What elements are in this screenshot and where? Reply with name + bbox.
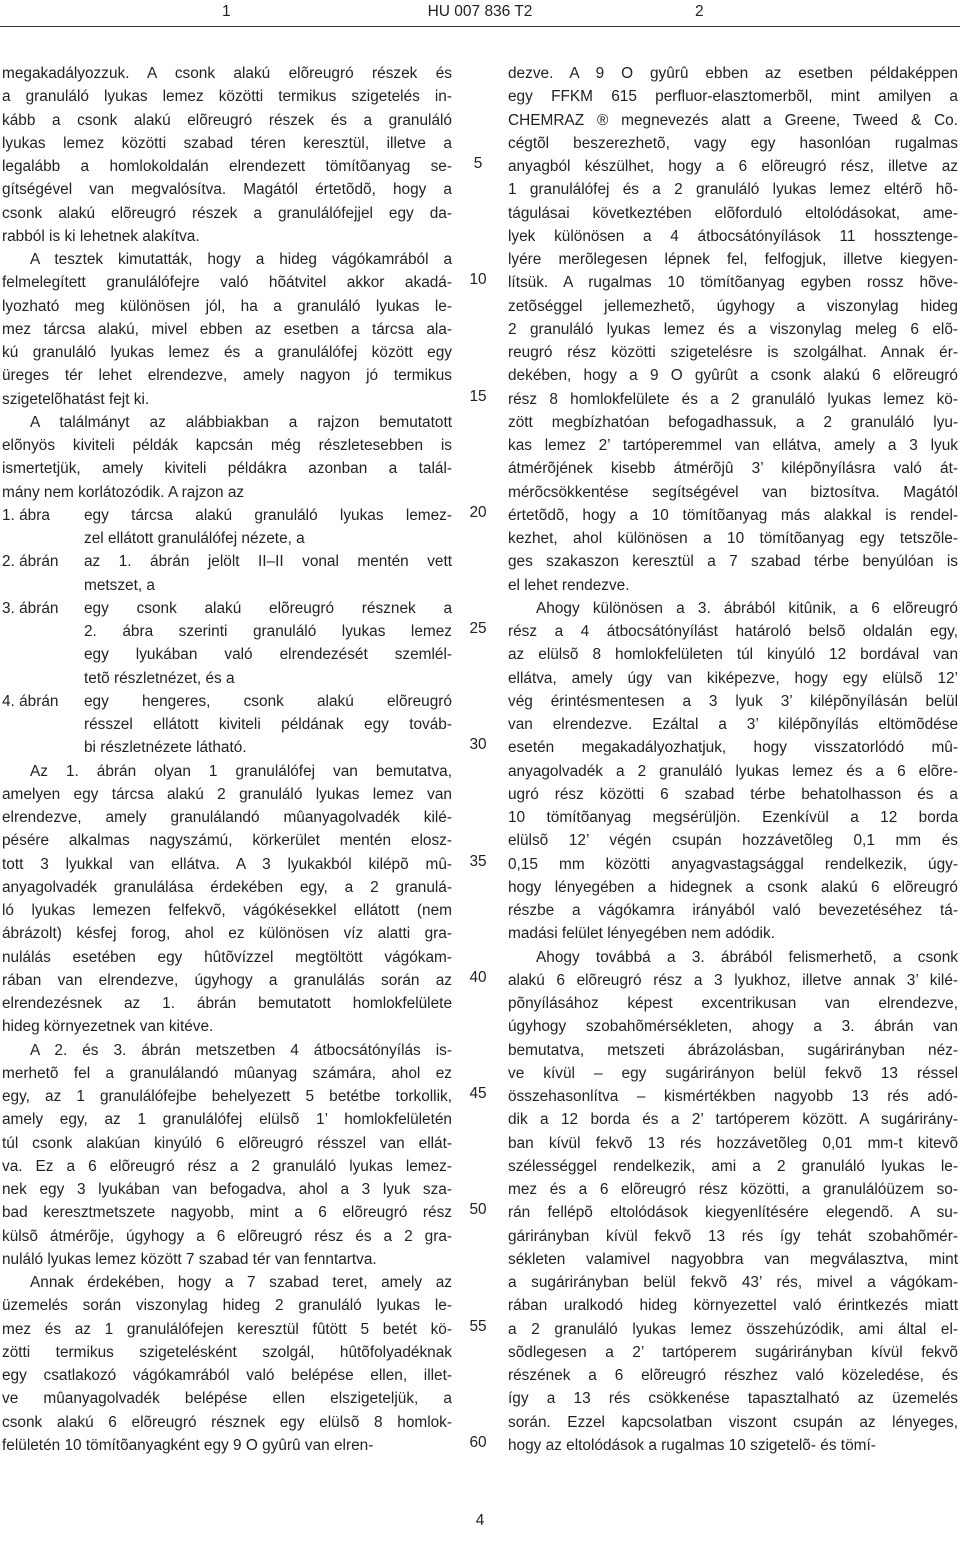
text-line: ló lyukas lemezen felfekvõ, vágókésekkel ellátott (nem [2,902,452,919]
text-line: nulálás esetében egy hûtõvízzel megtöltött vágókam- [2,948,452,966]
text-line: ismertetjük, amely kiviteli példákra azonban a talál- [2,460,452,478]
text-line: így a 13 rés csökkenése tapasztalható az üzemelés [508,1390,958,1408]
text-line: elõnyös kiviteli példák kapcsán még részletesebben is [2,437,452,454]
text-line: 10 tömítõanyag megsérüljön. Ezenkívül a 12 borda [508,809,958,826]
text-line: ábrázolt) késfej forog, ahol ez különösen víz alatti gra- [2,925,452,943]
text-line: amely egy, az 1 granulálófej elülsõ 1’ homlokfelületén [2,1111,452,1129]
figure-description: 2. ábra szerinti granuláló lyukas lemez [84,623,452,640]
text-line: felületén 10 tömítõanyagként egy 9 O gyûrû van elren- [2,1436,374,1454]
text-line: Az 1. ábrán olyan 1 granulálófej van bemutatva, [30,762,452,780]
text-line: gítségével van megvalósítva. Magától értetõdõ, hogy a [2,181,452,199]
text-line: megakadályozzuk. A csonk alakú elõreugró részek és [2,65,452,82]
text-line: csonk alakú elõreugró részek a granulálófejjel egy da- [2,204,452,222]
figure-list-item [2,620,452,643]
text-line: részbe a vágókamra irányából való bevezetéséhez tá- [508,902,958,919]
text-line: dezve. A 9 O gyûrû ebben az esetben példaképpen [508,65,958,82]
line-number: 20 [469,503,487,521]
figure-label: 1. ábra [2,506,50,524]
text-line: mez és a 6 elõreugró rész közötti, a granulálóüzem so- [508,1181,958,1198]
text-line: a 2 granuláló lyukas lemez összehúzódik, ami által el- [508,1320,958,1338]
text-line: 2 granuláló lyukas lemez és a viszonylag meleg 6 elõ- [508,320,958,338]
text-line: reugró rész közötti szigetelésre is szolgálhat. Annak ér- [508,344,958,361]
text-line: legalább a homlokoldalán elrendezett tömítõanyag se- [2,158,452,175]
text-line: Annak érdekében, hogy a 7 szabad teret, amely az [30,1274,452,1291]
text-line: túl csonk alakúan kinyúló 6 elõreugró résszel van ellát- [2,1134,452,1152]
header-page-right: 2 [695,3,704,20]
figure-list-item [2,736,452,759]
line-number: 45 [469,1085,487,1102]
text-line: szélességgel rendelkezik, ami a 2 granuláló lyukas le- [508,1157,958,1175]
line-number: 60 [469,1433,487,1451]
figure-description: az 1. ábrán jelölt II–II vonal mentén vett [84,553,452,571]
text-line: egy csatlakozó vágókamrából való belépése ellen, illet- [2,1367,452,1384]
text-line: sõdlegesen a 2’ tartóperem sugárirányban kívül fekvõ [508,1343,958,1361]
figure-label: 4. ábrán [2,692,59,710]
text-line: lítsük. A rugalmas 10 tömítõanyag egyben rossz hõve- [508,274,958,292]
text-line: ve mûanyagolvadék belépése ellen elszigeteljük, a [2,1390,452,1408]
text-line: ban kívül fekvõ 13 rés hozzávetõleg 0,01 mm-t kitevõ [508,1134,958,1152]
line-number: 30 [469,736,487,754]
figure-list-item [2,527,452,550]
figure-list-item [2,713,452,736]
text-line: zötti termikus szigetelésként szolgál, hûtõfolyadéknak [2,1343,452,1361]
text-line: sékleten valamivel nagyobbra van megválasztva, mint [508,1250,958,1268]
text-line: cégtõl beszerezhetõ, vagy egy hasonlóan rugalmas [508,134,958,152]
text-line: elrendezve, amely granulálandó mûanyagolvadék kilé- [2,809,452,826]
figure-label [2,527,84,550]
text-line: csonk alakú 6 elõreugró résznek egy elülsõ 8 homlok- [2,1413,452,1431]
text-line: ugró rész közötti 6 szabad térbe behatolhasson és a [508,785,958,803]
text-line: merhetõ fel a granulálandó mûanyag számára, ahol ez [2,1064,452,1082]
text-line: rabból is ki lehetnek alakítva. [2,227,200,245]
figure-description: egy hengeres, csonk alakú elõreugró [84,692,452,710]
line-number: 55 [469,1317,487,1335]
figure-label [2,643,84,666]
text-line: dik a 12 borda és a 2’ tartóperem között. A sugárirány- [508,1111,958,1129]
text-line: kezhet, ahol különösen a 10 tömítõanyag egy tetszõle- [508,530,958,547]
text-line: dekében, hogy a 9 O gyûrût a csonk alakú 6 elõreugró [508,367,958,385]
figure-description: tetõ részletnézet, és a [84,669,235,687]
text-line: üreges tér lehet elrendezve, amely nagyon jó termikus [2,367,452,385]
page-footer [0,1512,960,1530]
figure-label: 2. ábrán [2,553,59,571]
text-line: vég érintésmentesen a 3 lyuk 3’ kilépõnyílásán belül [508,692,958,710]
header-doc-number: HU 007 836 T2 [427,3,533,20]
text-line: mérõcsökkentése segítségével van biztosítva. Magától [508,483,958,501]
text-line: alakú 6 elõreugró rész a 3 lyukhoz, illetve annak 3’ kilé- [508,971,958,989]
text-line: hogy lényegében a hidegnek a csonk alakú 6 elõreugró [508,878,958,896]
text-line: nuláló lyukas lemez között 7 szabad tér van fenntartva. [2,1250,377,1268]
figure-label [2,620,84,643]
figure-label [2,713,84,736]
figure-label: 3. ábrán [2,599,59,617]
line-number: 40 [469,968,487,986]
figure-label [2,667,84,690]
text-line: üzemelés során viszonylag hideg 2 granuláló lyukas le- [2,1297,452,1315]
figure-label [2,736,84,759]
text-line: rész 8 homlokfelülete és a 2 granuláló lyukas lemez kö- [508,390,958,408]
figure-list-item [2,643,452,666]
text-line: pésére alkalmas nagyszámú, körkerület mentén elosz- [2,832,452,850]
figure-label [2,574,84,597]
text-line: tott 3 lyukkal van ellátva. A 3 lyukakból kilépõ mû- [2,855,452,873]
text-line: 1 granulálófej és a 2 granuláló lyukas lemez eltérõ hõ- [508,181,958,199]
text-line: ellátva, amely úgy van kiképezve, hogy egy elülsõ 12’ [508,669,958,687]
text-line: során. Ezzel kapcsolatban viszont csupán az lényeges, [508,1413,958,1431]
text-line: hogy az eltolódások a rugalmas 10 szigetelõ- és tömí- [508,1436,876,1454]
figure-description: egy lyukában való elrendezését szemlél- [84,646,452,664]
text-line: zetõséggel jellemezhetõ, úgyhogy a viszonylag hideg [508,297,958,315]
header-page-left: 1 [222,3,231,20]
text-line: mez és az 1 granulálófejen keresztül fûtött 5 betét kö- [2,1320,452,1338]
line-number: 5 [473,155,483,172]
text-line: anyagolvadék granulálása érdekében egy, a 2 granulá- [2,878,452,896]
figure-description: bi részletnézete látható. [84,739,247,757]
line-number: 15 [469,387,487,405]
text-line: va. Ez a 6 elõreugró rész a 2 granuláló lyukas lemez- [2,1157,452,1175]
text-line: tágulásai következtében elõforduló eltolódásokat, ame- [508,204,958,222]
text-line: lyek különösen a 4 átbocsátónyílások 11 hossztenge- [508,227,958,245]
figure-list-item [2,667,452,690]
text-line: rész a 4 átbocsátónyílást határoló belsõ oldalán egy, [508,623,958,640]
text-line: lyére merõlegesen lépnek fel, felfogjuk, illetve kiegyen- [508,251,958,268]
text-line: elülsõ 12’ végén csupán hozzávetõleg 0,1 mm és [508,832,958,850]
text-line: a sugárirányban belül fekvõ 43’ rés, mivel a vágókam- [508,1274,958,1291]
text-line: Ahogy továbbá a 3. ábrából felismerhetõ, a csonk [536,948,958,966]
text-line: A tesztek kimutatták, hogy a hideg vágókamrából a [30,251,452,268]
text-line: amelyen egy tárcsa alakú 2 granuláló lyukas lemez van [2,785,452,803]
text-line: lyozható meg különösen jól, ha a granuláló lyukas le- [2,297,452,315]
text-line: ges szakaszon keresztül a 7 szabad térbe benyúlóan is [508,553,958,571]
text-line: külsõ átmérõje, úgyhogy a 6 elõreugró rész és a 2 gra- [2,1227,452,1245]
page-header [0,0,960,30]
text-line: mány nem korlátozódik. A rajzon az [2,483,245,501]
figure-description: metszet, a [84,576,155,594]
text-line: összehasonlítva – kismértékben nagyobb 13 rés adó- [508,1088,958,1105]
line-number: 35 [469,852,487,870]
text-line: A 2. és 3. ábrán metszetben 4 átbocsátónyílás is- [30,1041,452,1059]
text-line: átmérõjének kisebb átmérõjû 3’ kilépõnyílásra való át- [508,460,958,478]
figure-list-item [2,550,452,573]
text-line: ve kívül – egy sugárirányon belül fekvõ 13 réssel [508,1064,958,1082]
text-line: mez tárcsa alakú, mivel ebben az esetben a tárcsa ala- [2,320,452,338]
figure-list-item [2,504,452,527]
text-line: rában van elrendezve, úgyhogy a granulálás során az [2,971,452,989]
text-line: nek egy 3 lyukában van befogadva, ahol a 3 lyuk sza- [2,1181,452,1198]
text-line: rában uralkodó hideg környezettel való érintkezés miatt [508,1297,958,1315]
figure-list-item [2,597,452,620]
figure-description: egy csonk alakú elõreugró résznek a [84,599,452,617]
text-line: zött megbízhatóan befogadhassuk, a 2 granuláló lyu- [508,413,958,431]
text-line: kább a csonk alakú elõreugró részek és a granuláló [2,111,452,129]
text-line: egy FFKM 615 perfluor-elasztomerbõl, mint amilyen a [508,88,958,106]
figure-description: zel ellátott granulálófej nézete, a [84,530,305,547]
figure-list-item [2,574,452,597]
text-line: kú granuláló lyukas lemez és a granulálófej között egy [2,344,452,361]
text-line: úgyhogy szobahõmérsékleten, ahogy a 3. ábrán van [508,1018,958,1036]
figure-description: résszel ellátott kiviteli példának egy továb- [84,716,452,733]
text-line: az elülsõ 8 homlokfelületen túl kinyúló 12 bordával van [508,646,958,664]
text-line: van elrendezve. Ezáltal a 3’ kilépõnyílás eltömõdése [508,716,958,733]
left-column [2,62,452,1457]
text-line: egy, az 1 granulálófejbe behelyezett 5 betétbe torkollik, [2,1088,452,1105]
text-line: felmelegített granulálófejre való hõátvitel akkor akadá- [2,274,452,292]
line-number: 50 [469,1201,487,1219]
text-line: CHEMRAZ ® megnevezés alatt a Greene, Tweed & Co. [508,111,958,129]
line-number: 25 [469,620,487,637]
text-line: anyagból készülhet, hogy a 6 elõreugró rész, illetve az [508,158,958,175]
text-line: szigetelõhatást fejt ki. [2,390,150,408]
text-line: A találmányt az alábbiakban a rajzon bemutatott [30,413,452,431]
text-line: esetén megakadályozhatjuk, hogy visszatorlódó mû- [508,739,958,757]
text-line: értetõdõ, hogy a 10 tömítõanyag más alakkal is rendel- [508,506,958,524]
text-line: a granuláló lyukas lemez közötti termikus szigetelés in- [2,88,452,106]
text-line: gárirányban kívül fekvõ 13 rés így tehát szobahõmér- [508,1227,958,1245]
text-line: kas lemez 2’ tartóperemmel van ellátva, amely a 3 lyuk [508,437,958,454]
footer-page-number: 4 [475,1512,485,1529]
text-line: Ahogy különösen a 3. ábrából kitûnik, a 6 elõreugró [536,599,958,617]
figure-description: egy tárcsa alakú granuláló lyukas lemez- [84,506,452,524]
text-line: rán fellépõ eltolódások kiegyenlítésére elegendõ. A su- [508,1204,958,1222]
text-line: madási felület lényegében nem adódik. [508,925,775,943]
line-number: 10 [469,271,487,289]
text-line: lyukas lemez közötti szabad téren keresztül, illetve a [2,134,452,152]
text-line: elrendezésnek az 1. ábrán bemutatott homlokfelülete [2,995,452,1012]
text-line: hideg környezetnek van kitéve. [2,1018,214,1036]
figure-list-item [2,690,452,713]
header-rule [0,26,960,27]
text-line: bad keresztmetszete nagyobb, mint a 6 elõreugró rész [2,1204,452,1222]
text-line: 0,15 mm közötti anyagvastagsággal rendelkezik, úgy- [508,855,958,873]
text-line: el lehet rendezve. [508,576,630,594]
right-column [508,62,958,1457]
text-line: bemutatva, metszeti ábrázolásban, sugárirányban néz- [508,1041,958,1059]
text-line: anyagolvadék a 2 granuláló lyukas lemez és a 6 elõre- [508,762,958,780]
text-line: põnyílásához képest excentrikusan van elrendezve, [508,995,958,1012]
text-line: részének a 6 elõreugró részhez való közeledése, és [508,1367,958,1384]
